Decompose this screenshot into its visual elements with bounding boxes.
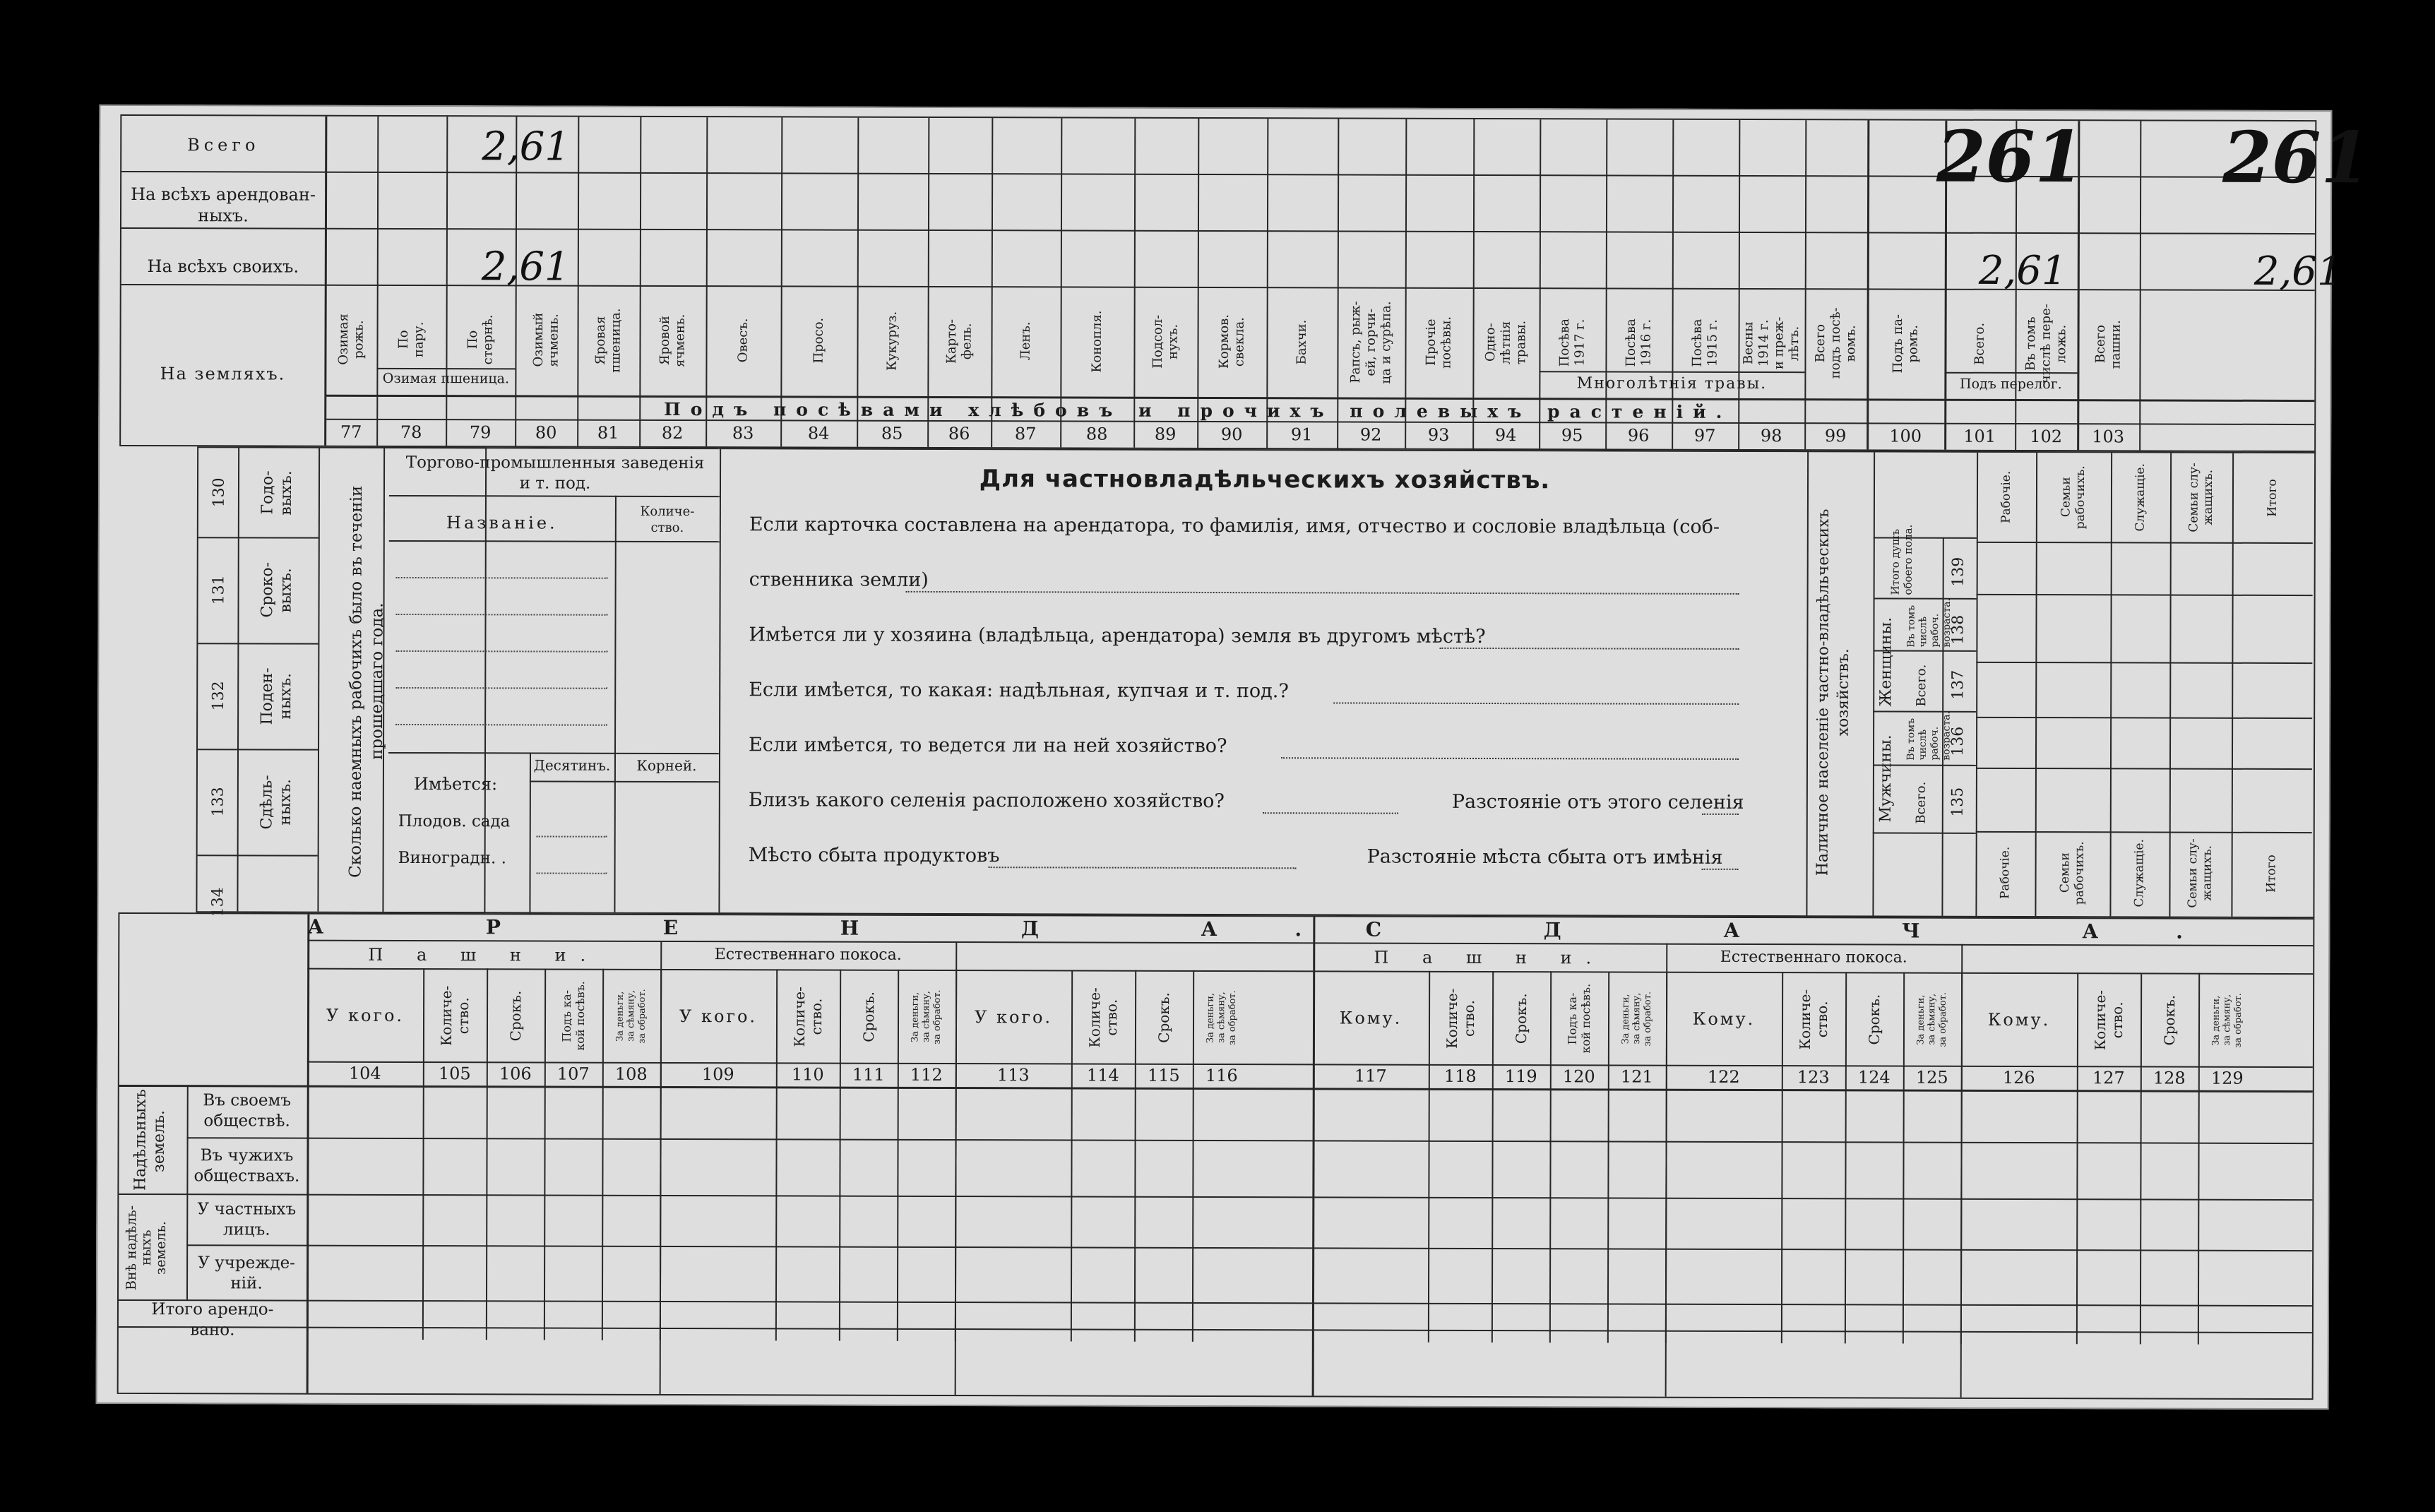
lease-col-number: 127	[2092, 1068, 2125, 1088]
crop-col-label: Весны 1914 г. и преж- лѣтъ.	[1741, 316, 1802, 370]
lease-col-header: Количе- ство.	[2091, 989, 2126, 1051]
lease-col-header: За деньги, за сѣмяну, за обработ.	[1205, 990, 1238, 1045]
lease-col-header: Кому.	[1339, 1008, 1403, 1028]
hired-row-label: Сроко- выхъ.	[258, 562, 295, 618]
lease-col-number: 104	[348, 1063, 381, 1083]
crop-col-number: 90	[1220, 424, 1243, 445]
lease-col-header: У кого.	[974, 1007, 1053, 1028]
q-owner-line1: Если карточка составлена на арендатора, то фамилія, имя, отчество и сословіе владѣльца (соб-	[749, 513, 1720, 538]
lease-col-number: 113	[996, 1065, 1030, 1085]
hired-row-number: 131	[210, 575, 228, 605]
lease-col-number: 115	[1147, 1065, 1180, 1085]
lease-col-header: Подъ ка- кой посѣвъ.	[559, 981, 588, 1051]
crop-col-label: По пару.	[395, 321, 427, 358]
population-block	[1807, 451, 2316, 918]
lease-col-number: 108	[614, 1064, 648, 1084]
hired-row-label: Сдѣль- ныхъ.	[258, 774, 294, 830]
lease-col-header: Срокъ.	[1512, 993, 1530, 1044]
lease-col-number: 121	[1620, 1066, 1653, 1087]
pop-col-bottom: Семьи рабочихъ.	[2058, 841, 2087, 905]
row-label-vsego: Всего	[187, 135, 260, 155]
lease-col-header: За деньги, за сѣмяну, за обработ.	[1915, 992, 1948, 1047]
lease-col-number: 120	[1562, 1066, 1595, 1087]
group-pashni: П а ш н и.	[1374, 947, 1606, 968]
field-land-type[interactable]	[1333, 702, 1739, 705]
crop-col-number: 87	[1014, 424, 1037, 444]
lease-col-header: За деньги, за сѣмяну, за обработ.	[2210, 992, 2244, 1048]
hired-row-number: 132	[209, 681, 228, 711]
handwritten-card-number-a: 261	[1936, 114, 2085, 199]
lease-col-number: 129	[2210, 1068, 2244, 1088]
pop-num-137: 137	[1949, 669, 1967, 700]
hired-row-label: Годо- выхъ.	[258, 470, 296, 516]
perennial-group-label: Многолѣтнія травы.	[1576, 374, 1768, 393]
lease-col-header: Количе- ство.	[790, 986, 826, 1047]
lease-col-number: 112	[910, 1064, 943, 1085]
crop-col-number: 84	[807, 423, 830, 444]
pop-col-top: Семьи рабочихъ.	[2059, 465, 2088, 530]
row-label-svoih: На всѣхъ своихъ.	[147, 256, 299, 277]
pop-women-label: Женщины.	[1877, 617, 1895, 707]
lease-col-header: Количе- ство.	[437, 985, 472, 1046]
handwritten-total-103: 2,61	[2254, 248, 2342, 295]
lease-col-number: 105	[438, 1064, 471, 1084]
handwritten-card-number-b: 261	[2222, 115, 2371, 200]
crop-col-label: Посѣва 1917 г.	[1556, 319, 1588, 367]
lease-col-header: За деньги, за сѣмяну, за обработ.	[614, 989, 648, 1044]
crop-col-number: 96	[1627, 425, 1650, 446]
pop-total-label: Итого душъ обоего пола.	[1888, 524, 1915, 595]
crop-col-label: Кормов. свекла.	[1216, 314, 1247, 369]
crop-col-label: Озимый ячмень.	[530, 313, 561, 367]
pop-num-138: 138	[1949, 614, 1967, 645]
crop-col-label: Яровой ячмень.	[657, 314, 688, 367]
q-land-type: Если имѣется, то какая: надѣльная, купчая и т. под.?	[749, 679, 1289, 703]
private-title: Для частновладѣльческихъ хозяйствъ.	[979, 465, 1551, 495]
pop-men-total: Всего.	[1913, 781, 1929, 824]
lease-col-number: 118	[1443, 1066, 1477, 1086]
lease-col-header: Срокъ.	[2160, 994, 2179, 1046]
crop-col-number: 95	[1561, 425, 1583, 446]
q-market: Мѣсто сбыта продуктовъ	[748, 844, 1000, 867]
crop-col-number: 78	[400, 422, 422, 443]
handwritten-vsego: 2,61	[482, 124, 571, 170]
field-owner[interactable]	[906, 591, 1739, 595]
row-svoem: Въ своемъ обществѣ.	[203, 1091, 292, 1131]
trade-korney: Корней.	[636, 756, 697, 775]
crop-col-number: 92	[1359, 424, 1382, 445]
group-pokos: Естественнаго покоса.	[1720, 948, 1907, 967]
trade-col-name: Названіе.	[446, 513, 558, 533]
row-chuzh: Въ чужихъ обществахъ.	[194, 1146, 300, 1186]
trade-establishments	[388, 447, 721, 914]
pop-num-135: 135	[1948, 787, 1967, 817]
handwritten-total-99: 2,61	[1978, 247, 2067, 294]
crop-col-number: 79	[469, 422, 492, 443]
q-village-distance: Разстояніе отъ этого селенія	[1451, 790, 1744, 814]
ozim-group-label: Озимая пшеница.	[382, 370, 510, 387]
lease-col-number: 114	[1086, 1065, 1119, 1085]
trade-col-qty: Количе- ство.	[640, 504, 695, 535]
pop-col-top: Семьи слу- жащихъ.	[2186, 463, 2216, 532]
lease-col-number: 126	[2002, 1067, 2035, 1088]
lease-col-header: Срокъ.	[1155, 992, 1173, 1043]
row-chast: У частныхъ лицъ.	[197, 1200, 297, 1239]
crop-col-label: Ленъ.	[1018, 321, 1033, 361]
crop-col-number: 86	[948, 424, 970, 444]
row-label-zemlyah: На земляхъ.	[160, 364, 286, 384]
lease-col-number: 109	[701, 1064, 734, 1085]
crop-col-label: Овесъ.	[735, 318, 751, 363]
group-pokos: Естественнаго покоса.	[714, 946, 902, 964]
pop-col-bottom: Итого	[2264, 855, 2279, 893]
q-market-distance: Разстояніе мѣста сбыта отъ имѣнія	[1367, 845, 1723, 869]
crop-col-number: 98	[1760, 426, 1782, 446]
lease-col-number: 119	[1504, 1066, 1537, 1087]
lease-col-number: 111	[852, 1064, 885, 1085]
crop-col-label: Просо.	[811, 318, 826, 364]
lease-col-header: Количе- ство.	[1443, 988, 1478, 1049]
crop-col-number: 77	[340, 422, 362, 442]
census-card	[96, 105, 2371, 1410]
lease-col-number: 124	[1857, 1067, 1891, 1088]
pop-col-bottom: Рабочіе.	[1998, 846, 2013, 900]
crop-col-number: 81	[597, 422, 619, 443]
lease-col-number: 128	[2153, 1068, 2186, 1088]
lease-col-header: Количе- ство.	[1085, 987, 1121, 1048]
crop-col-number: 80	[535, 422, 557, 443]
pop-men-work: Въ томъ числѣ рабоч. возраста.	[1905, 711, 1953, 761]
fallow-group-label: Подъ перелог.	[1960, 376, 2062, 393]
pop-col-bottom: Служащіе.	[2132, 839, 2147, 907]
pop-women-work: Въ томъ числѣ рабоч. возраста.	[1905, 598, 1953, 648]
crop-col-label: Озимая рожь.	[335, 314, 367, 366]
q-owner-line2: ственника земли)	[749, 569, 929, 591]
q-farming: Если имѣется, то ведется ли на ней хозяйство?	[749, 734, 1227, 758]
hired-row-number: 134	[209, 887, 227, 917]
trade-desyatin: Десятинъ.	[533, 756, 611, 774]
row-itogo: Итого арендо- вано.	[151, 1300, 274, 1340]
field-market-distance[interactable]	[1702, 869, 1739, 870]
trade-vineyard: Виноградн. .	[398, 848, 506, 868]
group-pashni: П а ш н и.	[368, 944, 600, 965]
lease-col-header: Кому.	[1987, 1009, 2051, 1030]
sdacha-title: С Д А Ч А.	[1365, 917, 2261, 943]
lease-col-number: 116	[1205, 1065, 1238, 1086]
field-village-distance[interactable]	[1702, 814, 1739, 815]
lease-col-number: 125	[1915, 1067, 1948, 1088]
lease-col-number: 122	[1707, 1066, 1740, 1087]
q-village: Близъ какого селенія расположено хозяйство?	[748, 789, 1225, 813]
crop-col-label: Подъ па- ромъ.	[1890, 314, 1921, 374]
crop-col-label: Подсол- нухъ.	[1150, 314, 1181, 369]
lease-col-header: Срокъ.	[1865, 994, 1883, 1045]
trade-title: Торгово-промышленныя заведенія и т. под.	[405, 453, 705, 493]
crop-col-label: Бахчи.	[1294, 319, 1309, 365]
hired-workers-title: Сколько наемныхъ рабочихъ было въ теченіи прошедшаго года.	[346, 485, 387, 878]
lease-col-header: Срокъ.	[506, 990, 525, 1042]
pop-col-bottom: Семьи слу- жащихъ.	[2186, 838, 2215, 908]
crop-col-number: 85	[881, 423, 903, 444]
lease-table	[117, 912, 2315, 1400]
crop-col-number: 100	[1889, 426, 1922, 446]
hired-row-number: 130	[210, 477, 228, 508]
crop-col-label: Рапсъ, рыж- ей, горчи- ца и сурѣпа.	[1347, 300, 1394, 384]
lease-col-number: 110	[791, 1064, 824, 1085]
lease-col-header: За деньги, за сѣмяну, за обработ.	[1620, 991, 1653, 1047]
crop-col-label: Всего пашни.	[2092, 319, 2124, 369]
crop-col-number: 101	[1963, 426, 1996, 446]
handwritten-svoih: 2,61	[481, 244, 570, 290]
crop-col-number: 88	[1085, 424, 1108, 444]
lease-col-header: Подъ ка- кой посѣвъ.	[1565, 984, 1593, 1054]
crop-col-label: Прочіе посѣвы.	[1423, 316, 1454, 369]
lease-col-header: Кому.	[1692, 1008, 1756, 1030]
crop-col-label: Яровая пшеница.	[593, 308, 624, 373]
field-village[interactable]	[1263, 812, 1398, 814]
pop-col-top: Рабочіе.	[1999, 470, 2013, 524]
crop-col-label: По стернѣ.	[465, 314, 496, 365]
q-other-land: Имѣется ли у хозяина (владѣльца, арендатора) земля въ другомъ мѣстѣ?	[749, 624, 1486, 648]
vne-group-label: Внѣ надѣль- ныхъ земель.	[124, 1205, 169, 1291]
crop-col-label: Посѣва 1915 г.	[1689, 319, 1720, 367]
lease-col-header: За деньги, за сѣмяну, за обработ.	[910, 989, 943, 1044]
crop-col-number: 102	[2030, 427, 2063, 447]
crop-col-label: Карто- фель.	[943, 319, 975, 364]
crop-col-number: 91	[1290, 424, 1313, 445]
upper-table	[119, 114, 2371, 452]
hired-row-number: 133	[209, 787, 227, 817]
field-other-land[interactable]	[1439, 648, 1739, 650]
pop-col-top: Итого	[2265, 479, 2280, 517]
pop-men-label: Мужчины.	[1876, 734, 1895, 823]
hired-row-label: Поден- ныхъ.	[258, 667, 295, 725]
crop-col-label: Конопля.	[1089, 310, 1105, 373]
field-market[interactable]	[989, 867, 1297, 869]
lease-col-header: У кого.	[679, 1006, 758, 1027]
crop-col-number: 82	[661, 422, 684, 444]
lease-col-number: 117	[1354, 1066, 1387, 1086]
crops-banner: Подъ посѣвами хлѣбовъ и прочихъ полевыхъ растеній.	[664, 398, 1732, 422]
row-label-arendovannyh: На всѣхъ арендован- ныхъ.	[131, 184, 316, 226]
lease-col-number: 107	[556, 1064, 590, 1084]
crop-col-number: 103	[2092, 427, 2125, 447]
trade-orchard: Плодов. сада	[398, 811, 511, 831]
field-farming[interactable]	[1281, 757, 1739, 760]
pop-women-total: Всего.	[1914, 664, 1929, 707]
pop-col-top: Служащіе.	[2133, 463, 2148, 532]
crop-col-label: Всего подъ посѣ- вомъ.	[1813, 307, 1859, 379]
crop-col-label: Въ томъ числѣ пере- ложь.	[2023, 304, 2069, 384]
crop-col-number: 97	[1693, 425, 1716, 446]
private-farms-section	[720, 448, 1809, 917]
crop-col-number: 83	[732, 423, 754, 444]
trade-has: Имѣется:	[413, 774, 498, 794]
crop-col-number: 99	[1824, 426, 1847, 446]
crop-col-label: Одно- лѣтнія травы.	[1483, 320, 1529, 365]
lease-col-header: Количе- ство.	[1796, 989, 1831, 1049]
lease-col-header: У кого.	[326, 1005, 405, 1025]
crop-col-label: Всего.	[1972, 322, 1987, 365]
crop-col-label: Посѣва 1916 г.	[1623, 319, 1654, 367]
crop-col-number: 93	[1427, 424, 1450, 445]
lease-col-number: 123	[1797, 1067, 1830, 1088]
row-uchr: У учрежде- ній.	[198, 1254, 296, 1293]
nadel-group-label: Надѣльныхъ земель.	[131, 1089, 169, 1191]
arenda-title: А Р Е Н Д А.	[307, 915, 1380, 941]
lease-col-header: Срокъ.	[859, 991, 878, 1042]
population-title: Наличное населеніе частно-владѣльческихъ хозяйствъ.	[1814, 508, 1852, 876]
pop-num-139: 139	[1949, 556, 1967, 587]
crop-col-number: 89	[1154, 424, 1177, 444]
crop-col-label: Кукуруз.	[884, 311, 900, 371]
pop-num-136: 136	[1949, 726, 1967, 756]
lease-col-number: 106	[499, 1064, 532, 1084]
crop-col-number: 94	[1494, 425, 1517, 446]
